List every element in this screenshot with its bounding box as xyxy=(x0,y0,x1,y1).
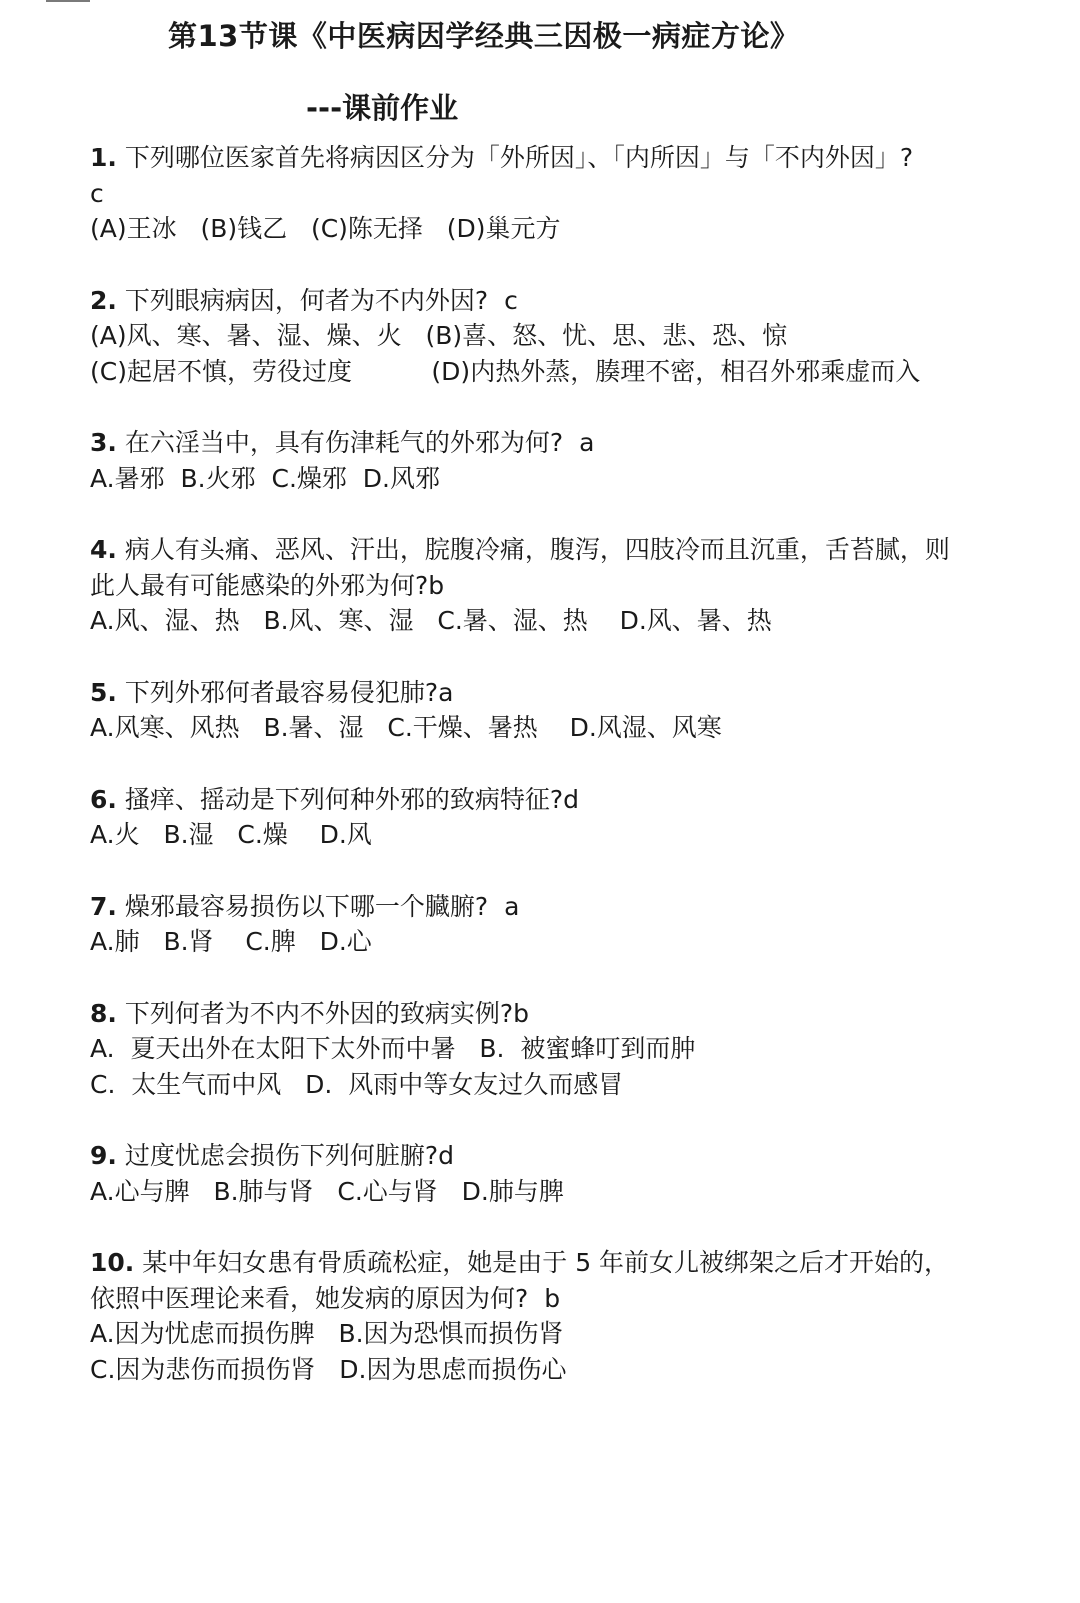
question-options: C. 太生气而中风 D. 风雨中等女友过久而感冒 xyxy=(90,1069,624,1099)
question-options: A.风、湿、热 B.风、寒、湿 C.暑、湿、热 D.风、暑、热 xyxy=(90,606,772,635)
question-number: 6. xyxy=(90,784,117,814)
question-text: 下列哪位医家首先将病因区分为「外所因」、「内所因」与「不内外因」? xyxy=(124,143,914,172)
question-number: 2. xyxy=(90,285,117,315)
question-text: 过度忧虑会损伤下列何脏腑? xyxy=(124,1141,439,1170)
question-options: A.暑邪 B.火邪 C.燥邪 D.风邪 xyxy=(90,463,440,493)
question-options: A.心与脾 B.肺与肾 C.心与肾 D.肺与脾 xyxy=(90,1176,564,1206)
question-number: 7. xyxy=(90,891,117,921)
question-stem xyxy=(90,782,1050,818)
page-subtitle: ---课前作业 xyxy=(306,91,459,125)
question-options: A.肺 B.肾 C.脾 D.心 xyxy=(90,927,372,956)
question-1 xyxy=(90,140,1050,247)
question-stem xyxy=(90,675,1050,711)
page-title: 第13节课《中医病因学经典三因极一病症方论》 xyxy=(168,19,800,53)
question-7 xyxy=(90,889,1050,960)
question-options: (A)王冰 (B)钱乙 (C)陈无择 (D)巢元方 xyxy=(90,214,561,243)
question-stem xyxy=(90,1245,1050,1281)
question-list xyxy=(90,140,1050,1387)
question-answer: c xyxy=(90,178,104,208)
question-answer: d xyxy=(563,784,580,814)
question-answer: a xyxy=(504,891,520,921)
question-answer: c xyxy=(504,285,518,315)
question-stem xyxy=(90,283,1050,319)
question-10 xyxy=(90,1245,1050,1387)
question-answer: a xyxy=(579,428,595,457)
question-stem xyxy=(90,1138,1050,1174)
question-3 xyxy=(90,425,1050,496)
question-stem xyxy=(90,425,1050,461)
question-text-2: 此人最有可能感染的外邪为何? xyxy=(90,570,429,600)
question-text-2: 依照中医理论来看，她发病的原因为何? xyxy=(90,1283,529,1313)
question-number: 1. xyxy=(90,143,117,172)
question-5 xyxy=(90,675,1050,746)
question-text: 燥邪最容易损伤以下哪一个臓腑? xyxy=(124,891,489,921)
question-stem xyxy=(90,889,1050,925)
question-text: 搔痒、摇动是下列何种外邪的致病特征? xyxy=(124,784,564,814)
question-text: 病人有头痛、恶风、汗出，脘腹冷痛，腹泻，四肢冷而且沉重，舌苔腻，则 xyxy=(124,535,950,564)
question-stem-continued xyxy=(90,1281,1050,1317)
question-answer: a xyxy=(438,677,454,707)
question-options: C.因为悲伤而损伤肾 D.因为思虑而损伤心 xyxy=(90,1354,567,1384)
question-options: (C)起居不慎，劳役过度 (D)内热外蒸，腠理不密，相召外邪乘虚而入 xyxy=(90,356,921,386)
question-2 xyxy=(90,283,1050,390)
question-text: 下列外邪何者最容易侵犯肺? xyxy=(124,677,439,707)
question-number: 9. xyxy=(90,1141,117,1170)
question-stem xyxy=(90,532,1050,568)
question-text: 在六淫当中，具有伤津耗气的外邪为何? xyxy=(124,428,564,457)
question-number: 4. xyxy=(90,535,117,564)
question-stem xyxy=(90,140,1050,176)
question-text: 下列眼病病因，何者为不内外因? xyxy=(124,285,489,315)
question-stem-continued xyxy=(90,568,1050,604)
question-4 xyxy=(90,532,1050,639)
question-number: 8. xyxy=(90,998,117,1028)
question-number: 10. xyxy=(90,1248,135,1277)
question-options: A.因为忧虑而损伤脾 B.因为恐惧而损伤肾 xyxy=(90,1319,564,1348)
top-edge-rule xyxy=(46,0,90,2)
question-options: (A)风、寒、暑、湿、燥、火 (B)喜、怒、忧、思、悲、恐、惊 xyxy=(90,321,788,350)
question-9 xyxy=(90,1138,1050,1209)
question-8 xyxy=(90,996,1050,1103)
question-options: A.风寒、风热 B.暑、湿 C.干燥、暑热 D.风湿、风寒 xyxy=(90,713,722,742)
question-text: 某中年妇女患有骨质疏松症，她是由于 5 年前女儿被绑架之后才开始的， xyxy=(142,1248,950,1277)
question-answer: b xyxy=(513,998,530,1028)
question-stem xyxy=(90,996,1050,1032)
question-options: A. 夏天出外在太阳下太外而中暑 B. 被蜜蜂叮到而肿 xyxy=(90,1034,696,1063)
question-number: 5. xyxy=(90,677,117,707)
question-answer: d xyxy=(438,1141,455,1170)
question-options: A.火 B.湿 C.燥 D.风 xyxy=(90,820,372,849)
question-text: 下列何者为不内不外因的致病实例? xyxy=(124,998,514,1028)
question-answer: b xyxy=(544,1283,561,1313)
question-6 xyxy=(90,782,1050,853)
question-answer: b xyxy=(428,570,445,600)
question-number: 3. xyxy=(90,428,117,457)
